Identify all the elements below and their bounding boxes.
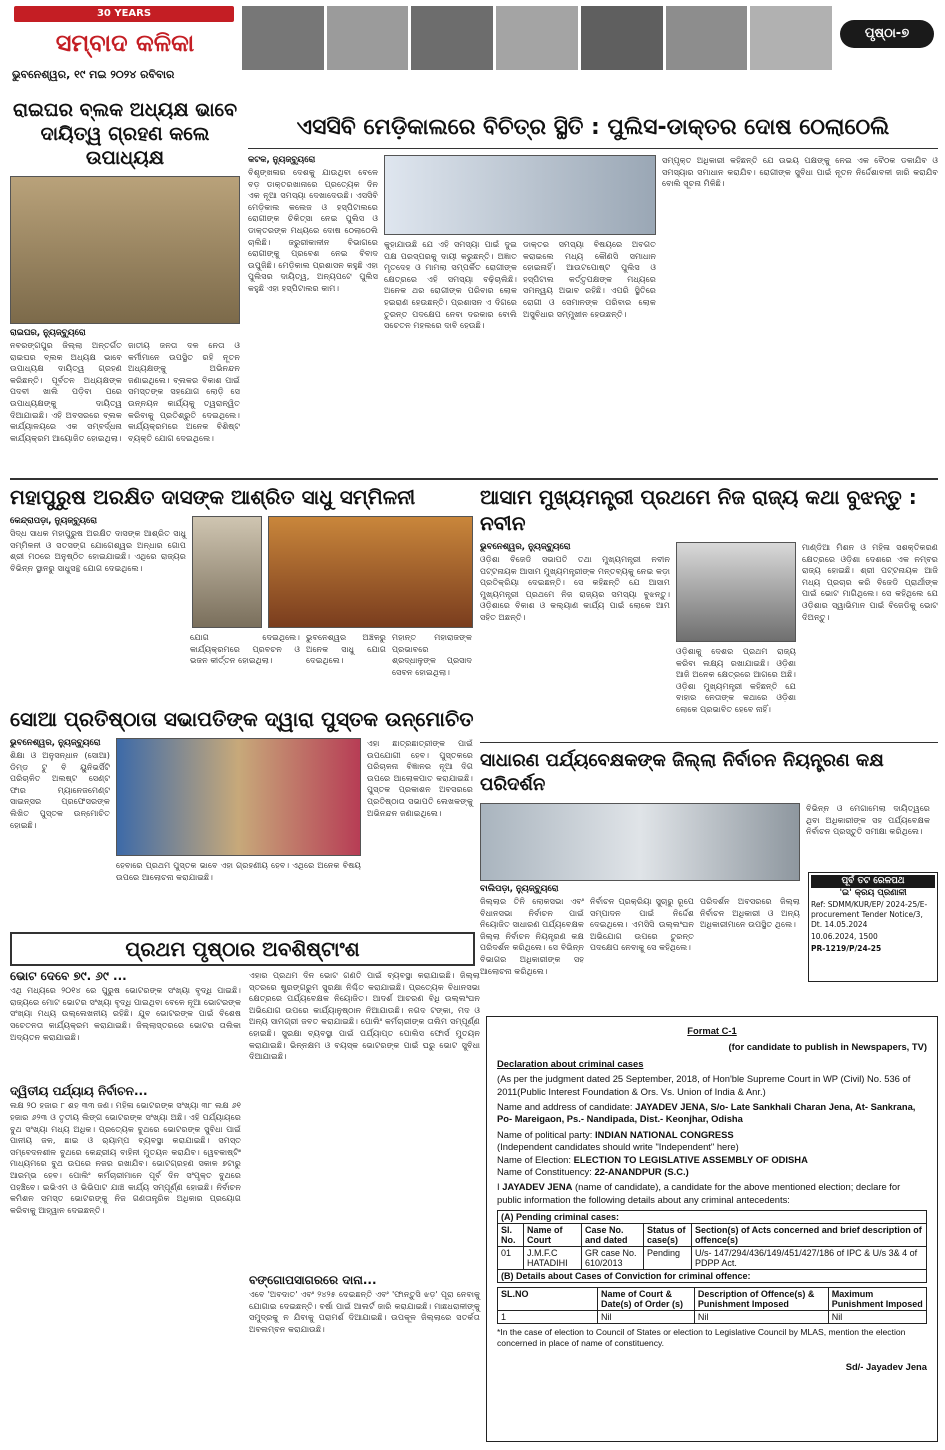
cell: 01 — [498, 1247, 524, 1270]
table-header-row — [498, 1224, 927, 1247]
cell: Nil — [828, 1311, 926, 1324]
cell: 1 — [498, 1311, 598, 1324]
tender-title: ପୂର୍ବ ତଟ ରେଳପଥ — [811, 875, 935, 888]
affidavit-signature: Sd/- Jayadev Jena — [845, 1361, 927, 1373]
affidavit-candidate — [497, 1101, 927, 1126]
byline-raighar: ରାଇଘର, ନ୍ୟୁଜ୍‌ବ୍ୟୁରୋ — [10, 328, 86, 338]
cell: Pending — [644, 1247, 692, 1270]
page-number: ୭ — [901, 26, 910, 41]
body-naveen-col2: ଓଡ଼ିଶାକୁ ଦେଶର ପ୍ରଥମ ରାଜ୍ୟ କରିବା ଲକ୍ଷ୍ୟ ରଖାଯାଇଛି। ଓଡ଼ିଶା ଆଜି ଅନେକ କ୍ଷେତ୍ରରେ ଆଗରେ ଅଛି। ଓଡ଼ିଶା ମୁଖ୍ୟମନ୍ତ୍ରୀ କହିଛନ୍ତି ଯେ ବାହାର ନେତାଙ୍କ କଥାରେ ଓଡ଼ିଶା ଲୋକେ ପ୍ରଭାବିତ ହେବେ ନାହିଁ। — [676, 646, 796, 714]
cell: Nil — [694, 1311, 828, 1324]
election-name: ELECTION TO LEGISLATIVE ASSEMBLY OF ODISHA — [573, 1153, 808, 1165]
col-header: Name of Court & Date(s) of Order (s) — [598, 1288, 695, 1311]
jump-head-second-phase: ଦ୍ୱିତୀୟ ପର୍ଯ୍ୟାୟ ନିର୍ବାଚନ... — [10, 1084, 148, 1099]
jump-body-cyclone: ଏବେ 'ଅବଦାତ' ଏବଂ ୨୪୨୫ ଦେଇଛନ୍ତି ଏବଂ 'ଫାନ୍ତୁସି ଝଡ଼' ପୂରା ନେବାକୁ ଯୋଗାଇ ଦେଇଛନ୍ତି। ବର୍ଷା ପାଇଁ ଆଲର୍ଟ ଜାରି କରାଯାଇଛି। ମାଛଧରାଳୀଙ୍କୁ ସମୁଦ୍ରକୁ ନ ଯିବାକୁ ପରାମର୍ଶ ଦିଆଯାଇଛି। ଉପକୂଳ ଜିଲ୍ଲାରେ ସତର୍କତା ଅବଲମ୍ବନ କରାଯାଉଛି। — [249, 1289, 480, 1334]
col-header: Status of case(s) — [644, 1224, 692, 1247]
photo-sadhu-portrait — [192, 516, 262, 628]
body-soa-col3: ଏହା ଛାତ୍ରଛାତ୍ରୀଙ୍କ ପାଇଁ ଉପଯୋଗୀ ହେବ। ପୁସ୍ତକରେ ପରିଚାଳନା ବିଜ୍ଞାନର ନୂଆ ଦିଗ ଉପରେ ଆଲୋକପାତ କରାଯାଇଛି। ପୁସ୍ତକ ପ୍ରକାଶନ ଅବସରରେ ପ୍ରତିଷ୍ଠାତା ସଭାପତି ଲେଖକଙ୍କୁ ଅଭିନନ୍ଦନ ଜଣାଇଥିଲେ। — [367, 738, 473, 818]
pending-cases-heading: (A) Pending criminal cases: — [498, 1211, 927, 1224]
col-header: Name of Court — [524, 1224, 582, 1247]
body-naveen-col3: ମାଣ୍ଡିଆ ମିଶନ ଓ ମହିଳା ସଶକ୍ତିକରଣ କ୍ଷେତ୍ରରେ ଓଡ଼ିଶା ଦେଶରେ ଏକ ନମ୍ବର ରାଜ୍ୟ ହୋଇଛି। ଶ୍ରୀ ପଟ୍ଟନାୟକ ଆଜି ମଧ୍ୟ ପ୍ରଚାର କରି ବିଜେଡି ପ୍ରାର୍ଥୀଙ୍କ ପାଇଁ ଭୋଟ ମାଗିଥିଲେ। ସେ କହିଥିଲେ ଯେ ଓଡ଼ିଶାର ସ୍ୱାଭିମାନ ପାଇଁ ବିଜେଡିକୁ ଭୋଟ ଦିଅନ୍ତୁ। — [802, 542, 938, 622]
body-soa-col1: ଶିକ୍ଷା ଓ ଅନୁସନ୍ଧାନ (ସୋଆ) ଡିମ୍ଡ ଟୁ ବି ୟୁନିଭର୍ସିଟି ପରିଚାଳିତ ଅଲଷ୍ଟ ସେଣ୍ଟ ଫାର ମ୍ୟାନେଜମେଣ୍ଟ ସାଇନ୍ସର ପ୍ରଫେସରଙ୍କ ଲିଖିତ ପୁସ୍ତକ ଉନ୍ମୋଚିତ ହୋଇଛି। — [10, 750, 110, 830]
body-sadhu-col4: ମହାନ୍ତ ମହାରାଜଙ୍କ ପ୍ରଭାବରେ ଶ୍ରଦ୍ଧାଳୁଙ୍କ ପ୍ରସାଦ ସେବନ ହୋଇଥିଲା। — [392, 632, 472, 677]
cell: U/s- 147/294/436/149/451/427/186 of IPC & U/s 3& 4 of PDPP Act. — [692, 1247, 927, 1270]
continued-section — [10, 970, 480, 1442]
table-row — [498, 1247, 927, 1270]
tender-ref: Ref: SDMM/KUR/EP/ 2024-25/E-procurement Tender Notice/3, Dt. 14.05.2024 — [811, 900, 928, 929]
statement-lead: I — [497, 1181, 503, 1193]
tender-date: 10.06.2024, 1500 — [811, 932, 878, 941]
candidate-name: JAYADEV JENA, S/o- Late Sankhali Charan Jena, At- Sankrana, Po- Mareigaon, Ps.- Nandipada, Dist.- Keonjhar, Odisha — [497, 1101, 916, 1125]
col-header: SL.NO — [498, 1288, 598, 1311]
cell: J.M.F.C HATADIHI — [524, 1247, 582, 1270]
statement-name: JAYADEV JENA — [502, 1181, 573, 1193]
headline-naveen: ଆସାମ ମୁଖ୍ୟମନ୍ତ୍ରୀ ପ୍ରଥମେ ନିଜ ରାଜ୍ୟ କଥା ବୁଝନ୍ତୁ : ନବୀନ — [480, 485, 917, 535]
masthead-photo-strip — [242, 6, 832, 70]
byline-observer: ବାଲିପଡ଼ା, ନ୍ୟୁଜ୍‌ବ୍ୟୁରୋ — [480, 884, 559, 894]
page-label: ପୃଷ୍ଠା- — [864, 26, 902, 41]
body-raighar-col1: ନବରଙ୍ଗପୁର ଜିଲ୍ଲା ଅନ୍ତର୍ଗତ ରାଇଘର ବ୍ଲକ ଅଧ୍ୟକ୍ଷ ଭାବେ ଉପାଧ୍ୟକ୍ଷ ଦାୟିତ୍ୱ ଗ୍ରହଣ କରିଛନ୍ତି। ପୂର୍ବତନ ଅଧ୍ୟକ୍ଷଙ୍କ ପଦବୀ ଖାଲି ପଡ଼ିବା ପରେ ଉପାଧ୍ୟକ୍ଷଙ୍କୁ ଦାୟିତ୍ୱ ଦିଆଯାଇଛି। ଏହି ଅବସରରେ ବ୍ଲକ କାର୍ଯ୍ୟାଳୟରେ ଏକ ସମ୍ବର୍ଦ୍ଧନା କାର୍ଯ୍ୟକ୍ରମ ଆୟୋଜିତ ହୋଇଥିଲା। — [10, 340, 122, 443]
divider — [10, 478, 938, 480]
body-sadhu-col3: ଭୁବନେଶ୍ୱର ଅଞ୍ଚଳରୁ ଅନେକ ସାଧୁ ଯୋଗ ଦେଇଥିଲେ। — [306, 632, 386, 666]
article-block-naveen — [480, 484, 938, 742]
col-header: Description of Offence(s) & Punishment Imposed — [694, 1288, 828, 1311]
byline-sadhu: କେନ୍ଦ୍ରାପଡ଼ା, ନ୍ୟୁଜ୍‌ବ୍ୟୁରୋ — [10, 516, 98, 526]
photo-book-release — [116, 738, 361, 856]
pending-cases-table — [497, 1210, 927, 1283]
candidate-label: Name and address of candidate: — [497, 1101, 636, 1113]
byline-soa: ଭୁବନେଶ୍ୱର, ନ୍ୟୁଜ୍‌ବ୍ୟୁରୋ — [10, 738, 101, 748]
body-scb-col1: ବିଶୃଙ୍ଖଳାର ଦେଶକୁ ଯାଉଥିବା ବେଳେ ବଡ଼ ଡାକ୍ତରଖାନାରେ ପ୍ରତ୍ୟେକ ଦିନ ଏକ ନୂଆ ସମସ୍ୟା ଦେଖାଦେଉଛି। ଏସସିବି ମେଡ଼ିକାଲ କଲେଜ ଓ ହସ୍ପିଟାଲରେ ରୋଗୀଙ୍କ ଚିକିତ୍ସା ନେଇ ପୁଲିସ ଓ ଡାକ୍ତରଙ୍କ ମଧ୍ୟରେ ଦୋଷ ଠେଲାଠେଲି ଚାଲିଛି। ଜରୁରୀକାଳୀନ ବିଭାଗରେ ରୋଗୀଙ୍କୁ ପ୍ରବେଶ ନେଇ ବିବାଦ ଉପୁଜିଛି। ମେଡ଼ିକାଲ ପ୍ରଶାସନ କହୁଛି ଏହା ପୁଲିସର ଦାୟିତ୍ୱ, ଅନ୍ୟପଟେ ପୁଲିସ କହୁଛି ଏହା ହସ୍ପିଟାଲର କାମ। — [248, 167, 378, 293]
affidavit-statement — [497, 1181, 927, 1206]
body-scb-col4: ସମ୍ପୃକ୍ତ ଅଧିକାରୀ କହିଛନ୍ତି ଯେ ଉଭୟ ପକ୍ଷଙ୍କୁ ନେଇ ଏକ ବୈଠକ ଡକାଯିବ ଓ ସମସ୍ୟାର ସମାଧାନ କରାଯିବ। ରୋଗୀଙ୍କ ସୁବିଧା ପାଇଁ ନୂତନ ନିର୍ଦ୍ଦେଶାବଳୀ ଜାରି କରାଯିବ ବୋଲି ସୂଚନା ମିଳିଛି। — [662, 155, 938, 189]
affidavit-constituency — [497, 1166, 927, 1178]
jump-head-cyclone: ବଙ୍ଗୋପସାଗରରେ ଦାନା... — [249, 1273, 377, 1287]
statement-rest: (name of candidate), a candidate for the above mentioned election; declare for public information the following details about any criminal antecedents: — [497, 1181, 901, 1205]
affidavit-subtitle: (for candidate to publish in Newspapers, TV) — [728, 1041, 927, 1053]
body-sadhu-col1: ସିଦ୍ଧ ସାଧକ ମହାପୁରୁଷ ଅରକ୍ଷିତ ଦାସଙ୍କ ଆଶ୍ରିତ ସାଧୁ ସମ୍ମିଳନୀ ଓ ସତସଙ୍ଗ ଯୋଗେଶ୍ୱର ଅନ୍ଧାର ଗୋପ ଶ୍ରୀ ମଠରେ ଅନୁଷ୍ଠିତ ହୋଇଯାଇଛି। ଏଥିରେ ରାଜ୍ୟର ବିଭିନ୍ନ ସ୍ଥାନରୁ ସାଧୁସନ୍ଥ ଯୋଗ ଦେଇଥିଲେ। — [10, 528, 186, 573]
article-block-raighar — [10, 94, 240, 474]
dateline: ଭୁବନେଶ୍ୱର, ୧୯ ମଇ ୨୦୨୪ ରବିବାର — [12, 68, 175, 81]
constituency-name: 22-ANANDPUR (S.C.) — [594, 1166, 689, 1178]
headline-raighar: ରାଇଘର ବ୍ଲକ ଅଧ୍ୟକ୍ଷ ଭାବେ ଦାୟିତ୍ୱ ଗ୍ରହଣ କଲେ ଉପାଧ୍ୟକ୍ଷ — [12, 99, 238, 169]
headline-sadhu: ମହାପୁରୁଷ ଅରକ୍ଷିତ ଦାସଙ୍କ ଆଶ୍ରିତ ସାଧୁ ସମ୍ମିଳନୀ — [10, 485, 416, 509]
table-header-row — [498, 1288, 927, 1311]
body-observer-col4: ବିଭିନ୍ନ ଓ ମେଗାମେଲା ଦାୟିତ୍ୱରେ ଥିବା ଅଧିକାରୀଙ୍କ ସହ ପର୍ଯ୍ୟବେକ୍ଷକ ନିର୍ବାଚନ ପ୍ରସ୍ତୁତି ସମୀକ୍ଷା କରିଥିଲେ। — [806, 803, 930, 837]
body-naveen-col1: ଓଡ଼ିଶା ବିଜେଡି ସଭାପତି ତଥା ମୁଖ୍ୟମନ୍ତ୍ରୀ ନବୀନ ପଟ୍ଟନାୟକ ଆସାମ ମୁଖ୍ୟମନ୍ତ୍ରୀଙ୍କ ମନ୍ତବ୍ୟକୁ ନେଇ କଡ଼ା ପ୍ରତିକ୍ରିୟା ଦେଇଛନ୍ତି। ସେ କହିଛନ୍ତି ଯେ ଆସାମ ମୁଖ୍ୟମନ୍ତ୍ରୀ ପ୍ରଥମେ ନିଜ ରାଜ୍ୟର ସମସ୍ୟା ବୁଝନ୍ତୁ। ଓଡ଼ିଶାରେ ବିକାଶ ଓ କଲ୍ୟାଣ କାର୍ଯ୍ୟ ପାଇଁ ଲୋକେ ଆମ ସହିତ ଅଛନ୍ତି। — [480, 554, 670, 622]
election-label: Name of Election: — [497, 1153, 574, 1165]
photo-sadhu-gathering — [268, 516, 473, 628]
table-row — [498, 1311, 927, 1324]
body-scb-col2: କୁହାଯାଉଛି ଯେ ଏହି ସମସ୍ୟା ପାଇଁ ଦୁଇ ପକ୍ଷ ପରସ୍ପରକୁ ଦାୟୀ କରୁଛନ୍ତି। ଅଜ୍ଞାତ ମୃତଦେହ ଓ ମାମଲା ସମ୍ପର୍କିତ ରୋଗୀଙ୍କ କ୍ଷେତ୍ରରେ ଏହି ସମସ୍ୟା ବଢ଼ିଚାଲିଛି। ଅନେକ ଥର ରୋଗୀଙ୍କ ପରିବାର ଲୋକ ହଇରାଣ ହେଉଛନ୍ତି। ପ୍ରଶାସନ ଏ ଦିଗରେ ତୁରନ୍ତ ପଦକ୍ଷେପ ନେବା ଦରକାର ବୋଲି ସଚେତନ ମହଲରେ ଦାବି ହେଉଛି। — [384, 239, 517, 331]
tender-id: PR-1219/P/24-25 — [811, 944, 882, 953]
jump-body-second-phase: ଲକ୍ଷ ୨୦ ହଜାର ୮ ଶହ ୩୩ ଜଣ। ମହିଳା ଭୋଟରଙ୍କ ସଂଖ୍ୟା ୩୮ ଲକ୍ଷ ୬୧ ହଜାର ୬୨୩ ଓ ତୃତୀୟ ଲିଙ୍ଗ ଭୋଟରଙ୍କ ସଂଖ୍ୟା ଅଛି। ଏହି ପର୍ଯ୍ୟାୟରେ ବୁଥ ସଂଖ୍ୟା ମଧ୍ୟ ଅଧିକ। ପ୍ରତ୍ୟେକ ବୁଥରେ ଭୋଟରଙ୍କ ସୁବିଧା ପାଇଁ ପାନୀୟ ଜଳ, ଛାଇ ଓ ର‌୍ୟାମ୍ପ ବ୍ୟବସ୍ଥା କରାଯାଇଛି। ସମସ୍ତ ସମ୍ବେଦନଶୀଳ ବୁଥରେ କେନ୍ଦ୍ରୀୟ ବାହିନୀ ମୁତୟନ କରାଯିବ। ୱେବକାଷ୍ଟିଂ ମାଧ୍ୟମରେ ବୁଥ ଉପରେ ନଜର ରଖାଯିବ। ଭୋଟଗ୍ରହଣ ସକାଳ ୭ଟାରୁ ଆରମ୍ଭ ହେବ। ପୋଲିଂ କର୍ମଚାରୀମାନେ ପୂର୍ବ ଦିନ ସଂପୃକ୍ତ ବୁଥରେ ପହଞ୍ଚିବେ। ଇଭିଏମ ଓ ଭିଭିପାଟ ଯାଞ୍ଚ କାର୍ଯ୍ୟ ସମ୍ପୂର୍ଣ୍ଣ ହୋଇଛି। ନିର୍ବାଚନ କମିଶନ ସମସ୍ତ ଭୋଟରଙ୍କୁ ନିଜ ଗଣତାନ୍ତ୍ରିକ ଅଧିକାର ପ୍ରୟୋଗ କରିବାକୁ ଆହ୍ୱାନ ଦେଇଛନ୍ତି। — [10, 1100, 241, 1215]
article-block-scb — [248, 114, 938, 474]
article-block-soa — [10, 706, 475, 928]
col-header: Maximum Punishment Imposed — [828, 1288, 926, 1311]
tender-subtitle: 'ଇ' କ୍ରୟ ପ୍ରଣାଳୀ — [839, 888, 907, 898]
body-observer-col2: ନିର୍ବାଚନ ପ୍ରକ୍ରିୟା ସୁଚାରୁ ରୂପେ ସମ୍ପାଦନ ପାଇଁ ନିର୍ଦ୍ଦେଶ ଦେଇଥିଲେ। ଏମସିସି ଉଲ୍ଲଂଘନ ଅଭିଯୋଗ ଉପରେ ତୁରନ୍ତ ପଦକ୍ଷେପ ନେବାକୁ ସେ କହିଥିଲେ। — [590, 896, 694, 953]
conviction-table — [497, 1287, 927, 1324]
headline-scb: ଏସସିବି ମେଡ଼ିକାଲରେ ବିଚିତ୍ର ସ୍ଥିତି : ପୁଲିସ-ଡାକ୍ତର ଦୋଷ ଠେଲାଠେଲି — [248, 114, 938, 149]
affidavit-judgment: (As per the judgment dated 25 September, 2018, of Hon'ble Supreme Court in WP (Civil) No. 536 of 2011(Public Interest Foundation & Ors. Vs. Union of India & Anr.) — [497, 1073, 911, 1097]
conviction-heading: (B) Details about Cases of Conviction for criminal offence: — [498, 1270, 927, 1283]
cell: Nil — [598, 1311, 695, 1324]
photo-naveen — [676, 542, 796, 642]
jump-head-vote: ଭୋଟ ଦେବେ ୭୯. ୬୯ ... — [10, 969, 127, 983]
body-observer-col1: ଜିଲ୍ଲାର ତିନି ଲୋକସଭା ଏବଂ ବିଧାନସଭା ନିର୍ବାଚନ ପାଇଁ ନିୟୋଜିତ ସାଧାରଣ ପର୍ଯ୍ୟବେକ୍ଷକ ଜିଲ୍ଲା ନିର୍ବାଚନ ନିୟନ୍ତ୍ରଣ କକ୍ଷ ପରିଦର୍ଶନ କରିଥିଲେ। ସେ ବିଭିନ୍ନ ବିଭାଗର ଅଧିକାରୀଙ୍କ ସହ ଆଲୋଚନା କରିଥିଲେ। — [480, 896, 584, 976]
cell: GR case No. 610/2013 — [582, 1247, 644, 1270]
masthead-logo: ସମ୍ବାଦ କଳିକା — [55, 28, 195, 57]
byline-scb: କଟକ, ନ୍ୟୁଜ୍‌ବ୍ୟୁରୋ — [248, 155, 316, 165]
tender-notice — [808, 872, 938, 982]
body-observer-col3: ପରିଦର୍ଶନ ଅବସରରେ ଜିଲ୍ଲା ନିର୍ବାଚନ ଅଧିକାରୀ ଓ ଅନ୍ୟ ଅଧିକାରୀମାନେ ଉପସ୍ଥିତ ଥିଲେ। — [700, 896, 800, 930]
affidavit-election — [497, 1154, 927, 1166]
col-header: Section(s) of Acts concerned and brief description of offence(s) — [692, 1224, 927, 1247]
byline-naveen: ଭୁବନେଶ୍ୱର, ନ୍ୟୁଜ୍‌ବ୍ୟୁରୋ — [480, 542, 571, 552]
affidavit-footnote: *In the case of election to Council of States or election to Legislative Council by MLAS, mention the election concerned in place of name of constituency. — [497, 1327, 906, 1349]
masthead — [0, 0, 945, 96]
anniversary-ribbon: 30 YEARS — [14, 6, 234, 22]
party-label: Name of political party: — [497, 1128, 595, 1140]
headline-soa: ସୋଆ ପ୍ରତିଷ୍ଠାତା ସଭାପତିଙ୍କ ଦ୍ୱାରା ପୁସ୍ତକ ଉନ୍ମୋଚିତ — [10, 707, 474, 731]
affidavit-independent-note: (Independent candidates should write "Independent" here) — [497, 1141, 739, 1153]
affidavit-declaration-heading: Declaration about criminal cases — [497, 1057, 644, 1069]
body-sadhu-col2: ଯୋଗ ଦେଇଥିଲେ। କାର୍ଯ୍ୟକ୍ରମରେ ପ୍ରବଚନ ଓ ଭଜନ କୀର୍ତ୍ତନ ହୋଇଥିଲା। — [190, 632, 300, 666]
headline-observer: ସାଧାରଣ ପର୍ଯ୍ୟବେକ୍ଷକଙ୍କ ଜିଲ୍ଲା ନିର୍ବାଚନ ନିୟନ୍ତ୍ରଣ କକ୍ଷ ପରିଦର୍ଶନ — [480, 742, 938, 797]
photo-ceremony — [10, 176, 240, 324]
col-header: Sl. No. — [498, 1224, 524, 1247]
page-number-badge — [840, 20, 934, 48]
photo-scb-hospital — [384, 155, 656, 235]
body-scb-col3: ଡାକ୍ତର ସମସ୍ୟା ବିଷୟରେ ଅବଗତ କରାଇଲେ ମଧ୍ୟ କୌଣସି ସମାଧାନ ହୋଇନାହିଁ। ଆଉଟପୋଷ୍ଟ ପୁଲିସ ଓ ହସ୍ପିଟାଲ କର୍ତ୍ତୃପକ୍ଷଙ୍କ ମଧ୍ୟରେ ସମନ୍ୱୟ ଅଭାବ ରହିଛି। ଏପରି ସ୍ଥିତିରେ ରୋଗୀ ଓ ସେମାନଙ୍କ ପରିବାର ଲୋକ ଅସୁବିଧାର ସମ୍ମୁଖୀନ ହେଉଛନ୍ତି। — [523, 239, 656, 319]
body-raighar-col2: ଜାତୀୟ ଜନତା ଦଳ ନେତା ଓ କର୍ମୀମାନେ ଉପସ୍ଥିତ ରହି ନୂତନ ଅଧ୍ୟକ୍ଷଙ୍କୁ ଅଭିନନ୍ଦନ ଜଣାଇଥିଲେ। ବ୍ଲକର ବିକାଶ ପାଇଁ ସମସ୍ତଙ୍କ ସହଯୋଗ ଲୋଡ଼ି ସେ ଉନ୍ନୟନ କାର୍ଯ୍ୟକୁ ତ୍ୱରାନ୍ୱିତ କରିବାକୁ ପ୍ରତିଶ୍ରୁତି ଦେଇଥିଲେ। କାର୍ଯ୍ୟକ୍ରମରେ ଅନେକ ବିଶିଷ୍ଟ ବ୍ୟକ୍ତି ଯୋଗ ଦେଇଥିଲେ। — [128, 340, 240, 443]
affidavit-format-c1 — [486, 1016, 938, 1442]
continued-banner: ପ୍ରଥମ ପୃଷ୍ଠାର ଅବଶିଷ୍ଟାଂଶ — [10, 932, 475, 966]
photo-control-room — [480, 803, 800, 881]
affidavit-party — [497, 1129, 927, 1141]
party-name: INDIAN NATIONAL CONGRESS — [594, 1128, 734, 1140]
body-soa-col2: ହେବାରେ ପ୍ରଥମ ପୁସ୍ତକ ଭାବେ ଏହା ଗ୍ରହଣୀୟ ହେବ। ଏଥିରେ ଅନେକ ବିଷୟ ଉପରେ ଆଲୋଚନା କରାଯାଇଛି। — [116, 860, 361, 882]
constituency-label: Name of Constituency: — [497, 1166, 595, 1178]
col-header: Case No. and dated — [582, 1224, 644, 1247]
jump-body-counting: ଏହାର ପ୍ରଥମ ଦିନ ଭୋଟ ଗଣତି ପାଇଁ ବ୍ୟବସ୍ଥା କରାଯାଇଛି। ଜିଲ୍ଲା ସ୍ତରରେ ଷ୍ଟ୍ରଙ୍ଗରୁମ ସୁରକ୍ଷା ନିଶ୍ଚିତ କରାଯାଇଛି। ପ୍ରତ୍ୟେକ ବିଧାନସଭା କ୍ଷେତ୍ରରେ ପର୍ଯ୍ୟବେକ୍ଷକ ନିୟୋଜିତ। ଆଦର୍ଶ ଆଚରଣ ବିଧି ଉଲ୍ଲଂଘନ ଅଭିଯୋଗ ଉପରେ କାର୍ଯ୍ୟାନୁଷ୍ଠାନ ନିଆଯାଉଛି। ନଗଦ ଟଙ୍କା, ମଦ ଓ ଅନ୍ୟ ସାମଗ୍ରୀ ଜବତ କରାଯାଇଛି। ପୋଲିଂ କର୍ମଚାରୀଙ୍କ ତାଲିମ ସମ୍ପୂର୍ଣ୍ଣ ହୋଇଛି। ସୁରକ୍ଷା ବ୍ୟବସ୍ଥା ପାଇଁ ପର୍ଯ୍ୟାପ୍ତ ପୋଲିସ ଫୋର୍ସ ମୁତୟନ କରାଯାଇଛି। ଭିନ୍ନକ୍ଷମ ଓ ବୟସ୍କ ଭୋଟରଙ୍କ ପାଇଁ ଘରୁ ଭୋଟ ସୁବିଧା ଦିଆଯାଇଛି। — [249, 970, 480, 1062]
jump-body-vote: ଏଥି ମଧ୍ୟରେ ୨୦୧୪ ରେ ପୁରୁଷ ଭୋଟରଙ୍କ ସଂଖ୍ୟା ବୃଦ୍ଧି ପାଇଛି। ରାଜ୍ୟରେ ମୋଟ ଭୋଟର ସଂଖ୍ୟା ବୃଦ୍ଧି ପାଇଥିବା ବେଳେ ନୂଆ ଭୋଟରଙ୍କ ସଂଖ୍ୟା ମଧ୍ୟ ଉଲ୍ଲେଖନୀୟ ରହିଛି। ଯୁବ ଭୋଟରଙ୍କ ପାଇଁ ବିଶେଷ ସଚେତନତା କାର୍ଯ୍ୟକ୍ରମ କରାଯାଇଛି। ଜିଲ୍ଲାସ୍ତରରେ ଭୋଟର ତାଲିକା ଅଦ୍ୟତନ କରାଯାଇଛି। — [10, 985, 241, 1042]
affidavit-title: Format C-1 — [687, 1025, 737, 1036]
article-block-sadhu — [10, 484, 475, 706]
